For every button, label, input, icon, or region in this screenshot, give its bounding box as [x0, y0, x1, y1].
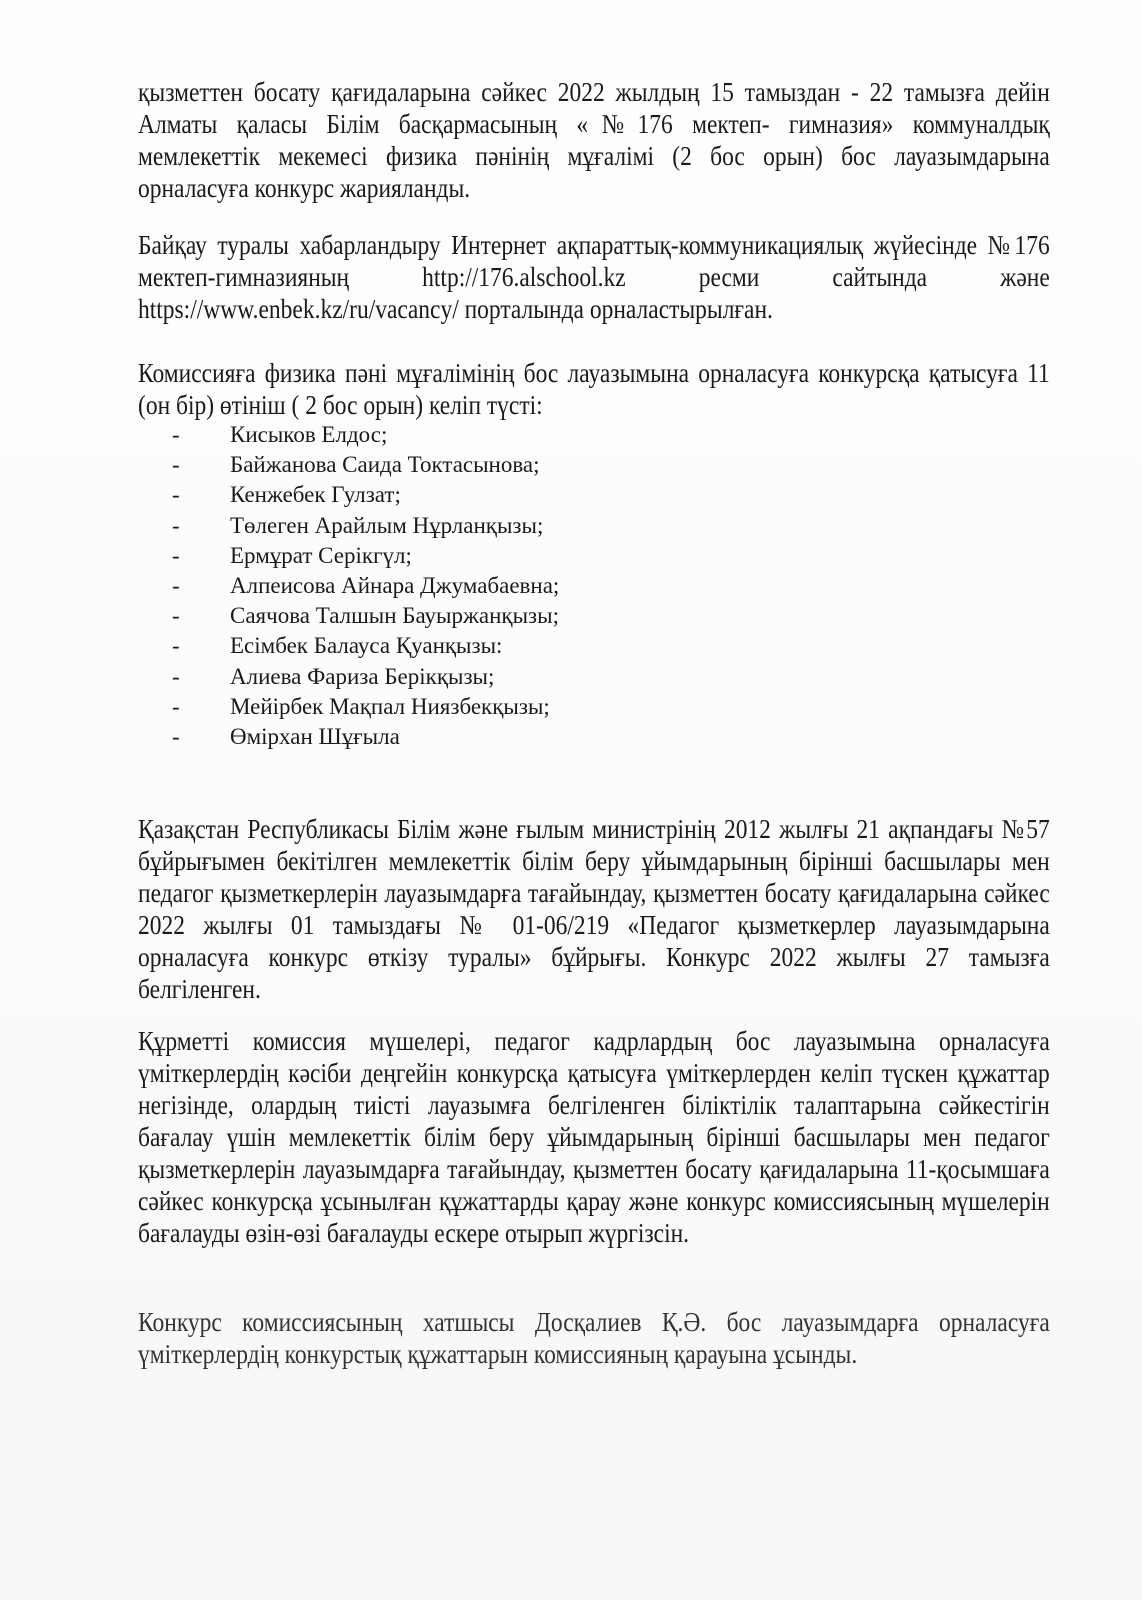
paragraph-applications: Комиссияға физика пәні мұғалімінің бос лауазымына орналасуға конкурсқа қатысуға 11 (он бір) өтініш ( 2 бос орын) келіп түсті: [138, 358, 1050, 420]
list-bullet: - [172, 482, 180, 508]
paragraph-publication: Байқау туралы хабарландыру Интернет ақпараттық-коммуникациялық жүйесінде №176 мектеп-гимназияның http://176.alschool.kz ресми сайтында және https://www.enbek.kz/ru/vacancy/ порталында орналастырылған. [138, 230, 1050, 324]
applicant-name: Ермұрат Серікгүл; [230, 542, 412, 568]
list-item [172, 662, 559, 692]
applicant-name: Мейірбек Мақпал Ниязбекқызы; [230, 693, 550, 719]
list-bullet: - [172, 663, 180, 689]
applicant-name: Кенжебек Гулзат; [230, 482, 401, 508]
applicant-name: Байжанова Саида Токтасынова; [230, 452, 540, 478]
list-item [172, 420, 559, 450]
applicant-list [172, 420, 559, 752]
paragraph-secretary: Конкурс комиссиясының хатшысы Досқалиев Қ.Ә. бос лауазымдарға орналасуға үміткерлердің конкурстық құжаттарын комиссияның қарауына ұсынды. [138, 1307, 1050, 1369]
list-bullet: - [172, 422, 180, 447]
list-item [172, 692, 559, 722]
list-bullet: - [172, 633, 180, 659]
applicant-name: Өмірхан Шұғыла [230, 723, 400, 749]
list-item [172, 480, 559, 510]
list-item [172, 511, 559, 541]
list-item [172, 541, 559, 571]
applicant-name: Алиева Фариза Берікқызы; [230, 663, 495, 689]
applicant-name: Төлеген Арайлым Нұрланқызы; [230, 512, 544, 538]
list-item [172, 601, 559, 631]
list-bullet: - [172, 572, 180, 598]
list-bullet: - [172, 452, 180, 478]
list-item [172, 631, 559, 661]
applicant-name: Алпеисова Айнара Джумабаевна; [230, 572, 560, 598]
list-item [172, 722, 559, 752]
paragraph-announcement: қызметтен босату қағидаларына сәйкес 2022 жылдың 15 тамыздан - 22 тамызға дейін Алматы қаласы Білім басқармасының «№176 мектеп- гимназия» коммуналдық мемлекеттік мекемесі физика пәнінің мұғалімі (2 бос орын) бос лауазымдарына орналасуға конкурс жарияланды. [138, 77, 1050, 203]
list-bullet: - [172, 723, 180, 749]
paragraph-evaluation-request: Құрметті комиссия мүшелері, педагог кадрлардың бос лауазымына орналасуға үміткерлердің кәсіби деңгейін конкурсқа қатысуға үміткерлерден келіп түскен құжаттар негізінде, олардың тиісті лауазымға белгіленген біліктілік талаптарына сәйкестігін бағалау үшін мемлекеттік білім беру ұйымдарының бірінші басшылары мен педагог қызметкерлерін лауазымдарға тағайындау, қызметтен босату қағидаларына 11-қосымшаға сәйкес конкурсқа ұсынылған құжаттарды қарау және конкурс комиссиясының мүшелерін бағалауды өзін-өзі бағалауды ескере отырып жүргізсін. [138, 1026, 1050, 1248]
list-item [172, 450, 559, 480]
applicant-name: Кисыков Елдос; [230, 422, 388, 447]
list-bullet: - [172, 693, 180, 719]
list-bullet: - [172, 542, 180, 568]
applicant-name: Есімбек Балауса Қуанқызы: [230, 633, 503, 659]
list-bullet: - [172, 603, 180, 629]
paragraph-legal-basis: Қазақстан Республикасы Білім және ғылым министрінің 2012 жылғы 21 ақпандағы №57 бұйрығымен бекітілген мемлекеттік білім беру ұйымдарының бірінші басшылары мен педагог қызметкерлерін лауазымдарға тағайындау, қызметтен босату қағидаларына сәйкес 2022 жылғы 01 тамыздағы № 01-06/219 «Педагог қызметкерлер лауазымдарына орналасуға конкурс өткізу туралы» бұйрығы. Конкурс 2022 жылғы 27 тамызға белгіленген. [138, 814, 1050, 1004]
applicant-name: Саячова Талшын Бауыржанқызы; [230, 603, 559, 629]
list-item [172, 571, 559, 601]
list-bullet: - [172, 512, 180, 538]
